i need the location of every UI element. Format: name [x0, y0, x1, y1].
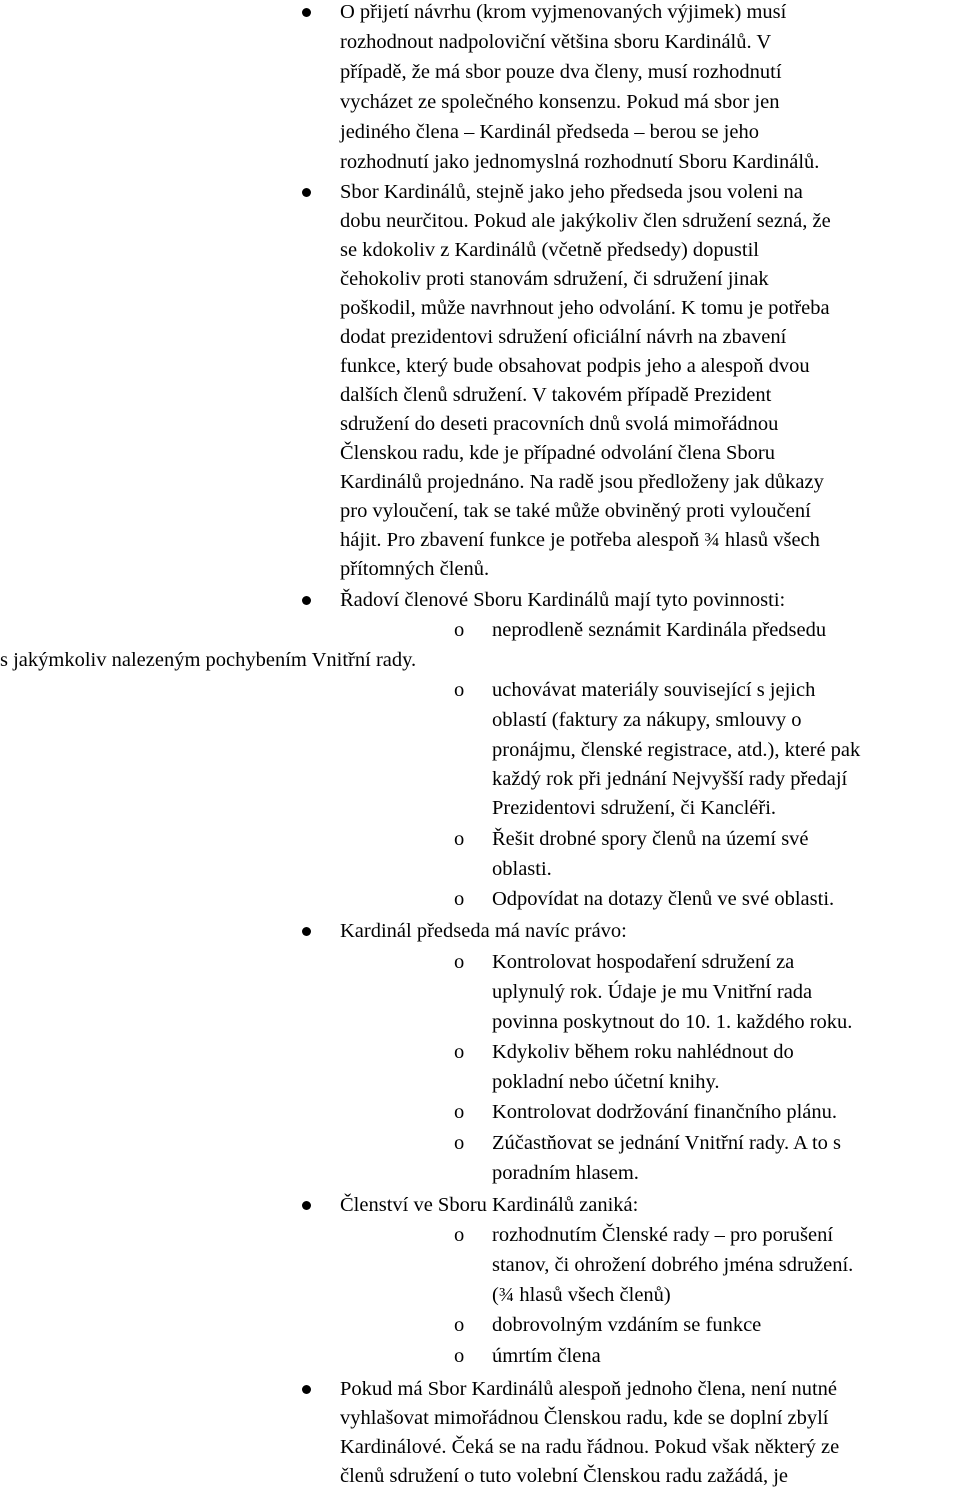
sub-bullet-marker: o	[454, 1132, 465, 1154]
text-line: s jakýmkoliv nalezeným pochybením Vnitřní rady.	[0, 649, 417, 671]
sub-bullet-marker: o	[454, 1314, 465, 1336]
text-line: Kontrolovat hospodaření sdružení za	[492, 951, 795, 973]
text-line: hájit. Pro zbavení funkce je potřeba alespoň ¾ hlasů všech	[340, 529, 820, 551]
sub-bullet-marker: o	[454, 679, 465, 701]
text-line: dodat prezidentovi sdružení oficiální návrh na zbavení	[340, 326, 787, 348]
text-line: Prezidentovi sdružení, či Kancléři.	[492, 797, 777, 819]
text-line: úmrtím člena	[492, 1345, 601, 1367]
sub-bullet-marker: o	[454, 619, 465, 641]
text-line: Členskou radu, kde je případné odvolání člena Sboru	[340, 442, 775, 464]
sub-bullet-marker: o	[454, 1345, 465, 1367]
text-line: oblasti.	[492, 858, 552, 880]
text-line: případě, že má sbor pouze dva členy, musí rozhodnutí	[340, 61, 782, 83]
sub-bullet-marker: o	[454, 828, 465, 850]
text-line: rozhodnout nadpoloviční většina sboru Kardinálů. V	[340, 31, 772, 53]
bullet-marker	[302, 1385, 311, 1394]
text-line: Řešit drobné spory členů na území své	[492, 828, 809, 850]
sub-bullet-marker: o	[454, 1041, 465, 1063]
text-line: Členství ve Sboru Kardinálů zaniká:	[340, 1194, 639, 1216]
text-line: uplynulý rok. Údaje je mu Vnitřní rada	[492, 981, 813, 1003]
text-line: poškodil, může navrhnout jeho odvolání. K tomu je potřeba	[340, 297, 830, 319]
bullet-marker	[302, 927, 311, 936]
text-line: (¾ hlasů všech členů)	[492, 1284, 671, 1306]
text-line: Kardinál předseda má navíc právo:	[340, 920, 627, 942]
sub-bullet-marker: o	[454, 1224, 465, 1246]
sub-bullet-marker: o	[454, 888, 465, 910]
text-line: pokladní nebo účetní knihy.	[492, 1071, 720, 1093]
text-line: pro vyloučení, tak se také může obviněný proti vyloučení	[340, 500, 811, 522]
bullet-marker	[302, 188, 311, 197]
bullet-marker	[302, 8, 311, 17]
text-line: Zúčastňovat se jednání Vnitřní rady. A to s	[492, 1132, 842, 1154]
sub-bullet-marker: o	[454, 951, 465, 973]
text-line: vyhlašovat mimořádnou Členskou radu, kde se doplní zbylí	[340, 1407, 829, 1429]
text-line: pronájmu, členské registrace, atd.), které pak	[492, 739, 861, 761]
text-line: vycházet ze společného konsenzu. Pokud má sbor jen	[340, 91, 780, 113]
text-line: sdružení do deseti pracovních dnů svolá mimořádnou	[340, 413, 779, 435]
sub-bullet-marker: o	[454, 1101, 465, 1123]
bullet-marker	[302, 596, 311, 605]
bullet-marker	[302, 1201, 311, 1210]
text-line: Kardinálů projednáno. Na radě jsou předloženy jak důkazy	[340, 471, 824, 493]
text-line: každý rok při jednání Nejvyšší rady předají	[492, 768, 848, 790]
text-line: Řadoví členové Sboru Kardinálů mají tyto povinnosti:	[340, 589, 786, 611]
text-line: Kardinálové. Čeká se na radu řádnou. Pokud však některý ze	[340, 1436, 840, 1458]
text-line: Kontrolovat dodržování finančního plánu.	[492, 1101, 837, 1123]
text-line: dobu neurčitou. Pokud ale jakýkoliv člen sdružení sezná, že	[340, 210, 831, 232]
text-line: Pokud má Sbor Kardinálů alespoň jednoho člena, není nutné	[340, 1378, 838, 1400]
text-line: rozhodnutím Členské rady – pro porušení	[492, 1224, 834, 1246]
text-line: se kdokoliv z Kardinálů (včetně předsedy) dopustil	[340, 239, 759, 261]
text-line: členů sdružení o tuto volební Členskou radu zažádá, je	[340, 1465, 789, 1487]
text-line: jediného člena – Kardinál předseda – berou se jeho	[340, 121, 759, 143]
text-line: neprodleně seznámit Kardinála předsedu	[492, 619, 827, 641]
text-line: oblastí (faktury za nákupy, smlouvy o	[492, 709, 802, 731]
text-line: poradním hlasem.	[492, 1162, 639, 1184]
text-line: dobrovolným vzdáním se funkce	[492, 1314, 762, 1336]
text-line: O přijetí návrhu (krom vyjmenovaných výjimek) musí	[340, 1, 787, 23]
text-line: čehokoliv proti stanovám sdružení, či sdružení jinak	[340, 268, 769, 290]
text-line: funkce, který bude obsahovat podpis jeho a alespoň dvou	[340, 355, 810, 377]
text-line: Sbor Kardinálů, stejně jako jeho předseda jsou voleni na	[340, 181, 803, 203]
text-line: přítomných členů.	[340, 558, 490, 580]
text-line: uchovávat materiály související s jejich	[492, 679, 816, 701]
text-line: rozhodnutí jako jednomyslná rozhodnutí Sboru Kardinálů.	[340, 151, 820, 173]
text-line: Odpovídat na dotazy členů ve své oblasti.	[492, 888, 835, 910]
text-line: stanov, či ohrožení dobrého jména sdružení.	[492, 1254, 854, 1276]
text-line: povinna poskytnout do 10. 1. každého roku.	[492, 1011, 853, 1033]
text-line: dalších členů sdružení. V takovém případě Prezident	[340, 384, 772, 406]
text-line: Kdykoliv během roku nahlédnout do	[492, 1041, 794, 1063]
